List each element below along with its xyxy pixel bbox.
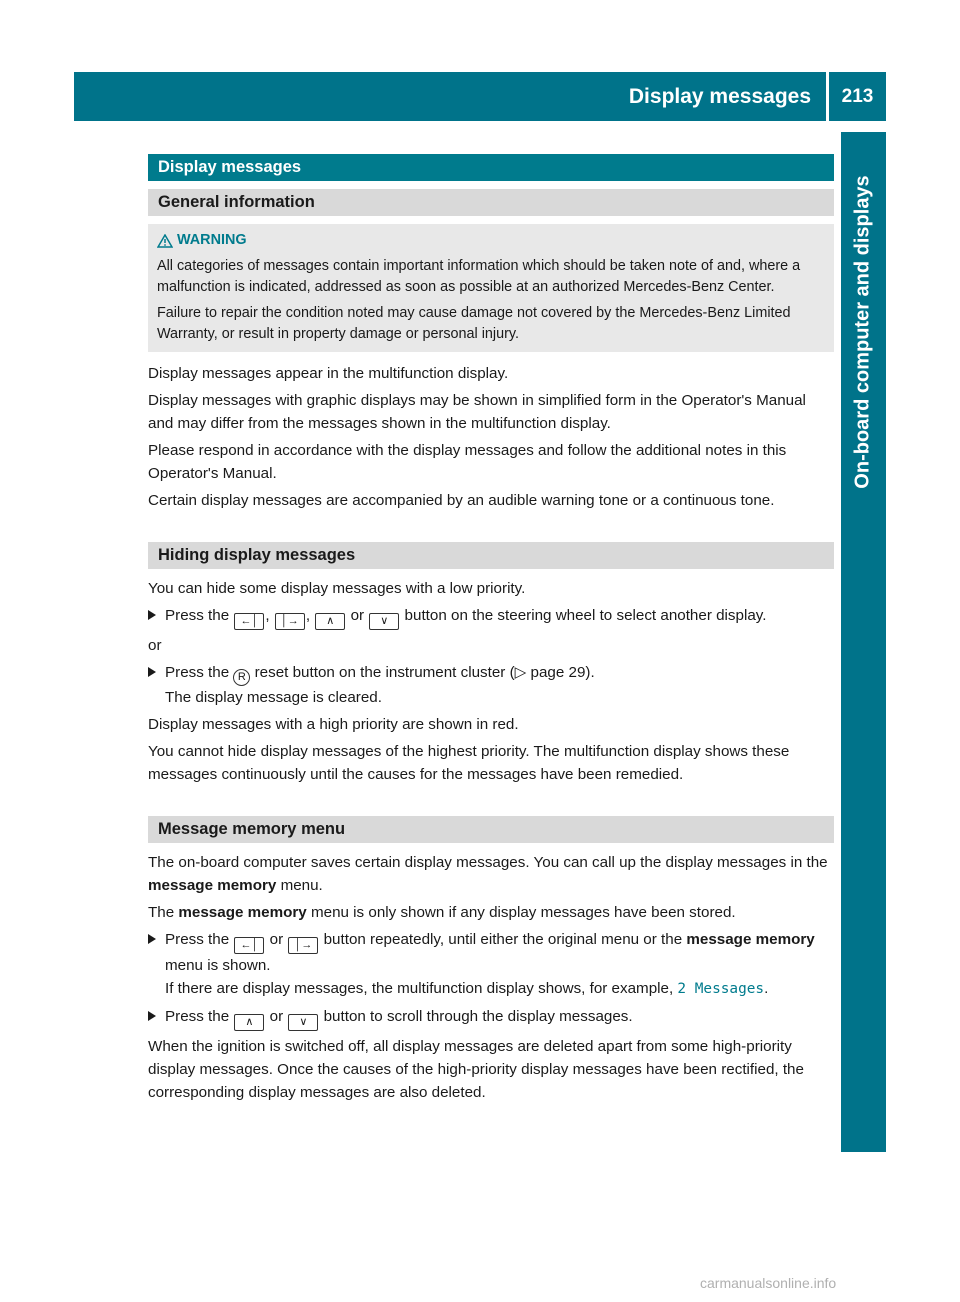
- subsection-heading-hiding: Hiding display messages: [148, 542, 834, 569]
- step-text: menu is shown.: [165, 956, 271, 974]
- page-header: [74, 72, 886, 121]
- step-text: Press the: [165, 1007, 230, 1025]
- bold-term: message memory: [686, 930, 815, 948]
- paragraph: Certain display messages are accompanied by an audible warning tone or a continuous tone.: [148, 491, 775, 509]
- separator: or: [269, 930, 284, 948]
- bold-term: message memory: [148, 876, 277, 894]
- text: The on-board computer saves certain display messages. You can call up the display messages in the: [148, 853, 828, 871]
- down-key-icon: ∨: [369, 613, 399, 630]
- subsection-heading-general: General information: [148, 189, 834, 216]
- step-text: Press the: [165, 930, 230, 948]
- paragraph: [148, 851, 834, 897]
- text: menu is only shown if any display messages have been stored.: [310, 903, 736, 921]
- chapter-tab-label: On-board computer and displays: [851, 175, 874, 489]
- paragraph: Please respond in accordance with the display messages and follow the additional notes in this Operator's Manual.: [148, 441, 787, 482]
- step-arrow-icon: [148, 934, 156, 944]
- separator: ,: [305, 606, 311, 624]
- display-example: 2 Messages: [677, 980, 765, 997]
- step-result: The display message is cleared.: [165, 688, 382, 706]
- warning-triangle-icon: [157, 234, 173, 248]
- warning-heading: [157, 230, 826, 252]
- forward-key-icon: │→: [275, 613, 305, 630]
- separator: or: [269, 1007, 284, 1025]
- up-key-icon: ∧: [234, 1014, 264, 1031]
- forward-key-icon: │→: [288, 937, 318, 954]
- instruction-step: [148, 604, 834, 630]
- step-arrow-icon: [148, 610, 156, 620]
- step-arrow-icon: [148, 667, 156, 677]
- step-text: Press the: [165, 606, 230, 624]
- text: The: [148, 903, 175, 921]
- warning-text: Failure to repair the condition noted may cause damage not covered by the Mercedes-Benz Limited Warranty, or result in property damage or personal injury.: [157, 304, 791, 342]
- paragraph: Display messages with graphic displays may be shown in simplified form in the Operator's Manual and may differ from the messages shown in the multifunction display.: [148, 391, 806, 432]
- step-text: reset button on the instrument cluster (▷ page 29).: [254, 663, 595, 681]
- step-text: Press the: [165, 663, 230, 681]
- paragraph: [148, 901, 834, 924]
- subsection-heading-memory: Message memory menu: [148, 816, 834, 843]
- page-content: [148, 154, 834, 1104]
- instruction-step: [148, 1005, 834, 1031]
- step-arrow-icon: [148, 1011, 156, 1021]
- paragraph: You can hide some display messages with a low priority.: [148, 579, 526, 597]
- step-text: button to scroll through the display messages.: [323, 1007, 633, 1025]
- up-key-icon: ∧: [315, 613, 345, 630]
- watermark: carmanualsonline.info: [700, 1275, 837, 1291]
- separator: ,: [265, 606, 270, 624]
- down-key-icon: ∨: [288, 1014, 318, 1031]
- warning-title: WARNING: [177, 232, 247, 248]
- separator: or: [350, 606, 365, 624]
- reset-button-icon: R: [233, 669, 250, 686]
- paragraph: Display messages with a high priority are shown in red.: [148, 715, 519, 733]
- section-heading: Display messages: [148, 154, 834, 181]
- back-key-icon: ←│: [234, 937, 264, 954]
- paragraph: You cannot hide display messages of the highest priority. The multifunction display shows these messages continuously until the causes for the messages have been remedied.: [148, 742, 790, 783]
- instruction-step: Press the ←│ or │→ button repeatedly, until either the original menu or the message memory menu is shown. If there are display messages, the multifunction display shows, for example, 2 Messages.: [148, 928, 834, 1001]
- warning-box: [148, 224, 834, 352]
- page-number: 213: [841, 85, 874, 107]
- step-text: button on the steering wheel to select another display.: [404, 606, 767, 624]
- step-text: button repeatedly, until either the original menu or the: [323, 930, 683, 948]
- header-title: Display messages: [628, 84, 811, 108]
- warning-text: All categories of messages contain important information which should be taken note of and, where a malfunction is indicated, addressed as soon as possible at an authorized Mercedes-Benz Center.: [157, 257, 801, 295]
- or-text: or: [148, 636, 162, 654]
- instruction-step: [148, 661, 834, 709]
- bold-term: message memory: [178, 903, 307, 921]
- chapter-tab: [841, 132, 886, 1152]
- paragraph: Display messages appear in the multifunction display.: [148, 364, 509, 382]
- paragraph: When the ignition is switched off, all display messages are deleted apart from some high-priority display messages. Once the causes of the high-priority display messages have been rectified, the corresponding display messages are also deleted.: [148, 1037, 804, 1101]
- back-key-icon: ←│: [234, 613, 264, 630]
- text: menu.: [280, 876, 323, 894]
- step-result: If there are display messages, the multifunction display shows, for example,: [165, 979, 674, 997]
